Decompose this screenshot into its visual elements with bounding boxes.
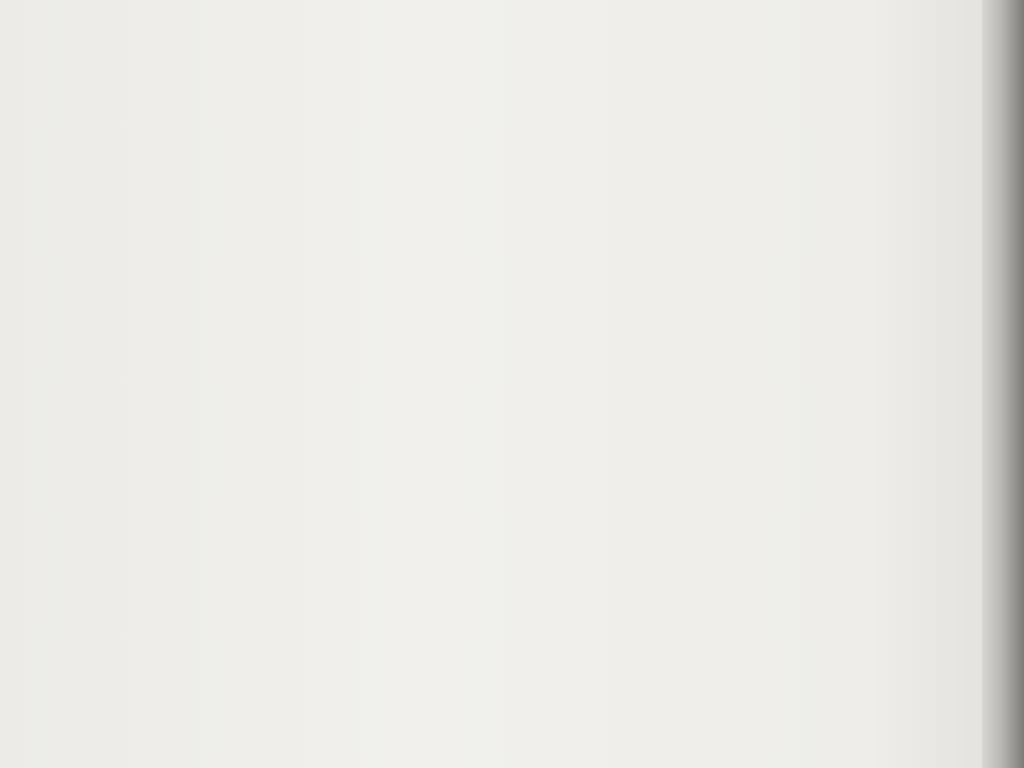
zona-line xyxy=(156,174,170,194)
